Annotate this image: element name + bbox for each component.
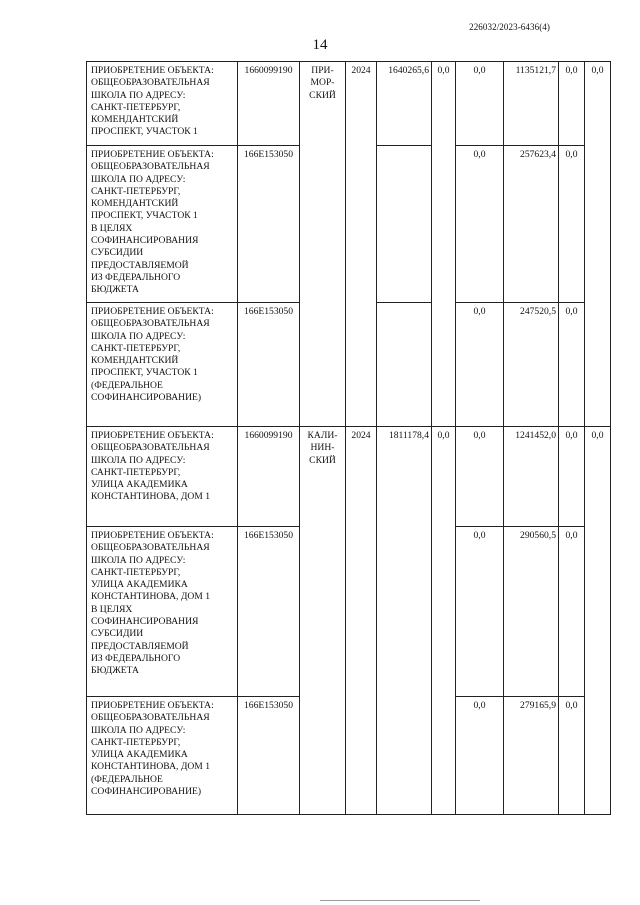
budget-table xyxy=(86,61,611,815)
amount-cell: 247520,5 xyxy=(504,303,559,427)
value-cell: 0,0 xyxy=(559,527,585,697)
table-row xyxy=(87,62,611,146)
footer-rule xyxy=(320,900,480,901)
district-cell: ПРИ- МОР- СКИЙ xyxy=(300,62,346,427)
budget-code-cell: 166Е153050 xyxy=(238,146,300,303)
value-cell: 0,0 xyxy=(456,62,504,146)
document-number: 226032/2023-6436(4) xyxy=(469,22,550,32)
year-cell: 2024 xyxy=(346,62,377,427)
object-name-cell: ПРИОБРЕТЕНИЕ ОБЪЕКТА: ОБЩЕОБРАЗОВАТЕЛЬНАЯ ШКОЛА ПО АДРЕСУ: САНКТ-ПЕТЕРБУРГ, УЛИЦА АКАДЕМИКА КОНСТАНТИНОВА, ДОМ 1 В ЦЕЛЯХ СОФИНАНСИРОВАНИЯ СУБСИДИИ ПРЕДОСТАВЛЯЕМОЙ ИЗ ФЕДЕРАЛЬНОГО БЮДЖЕТА xyxy=(87,527,238,697)
amount-cell: 279165,9 xyxy=(504,697,559,815)
budget-code-cell: 166Е153050 xyxy=(238,527,300,697)
value-cell: 0,0 xyxy=(559,62,585,146)
object-name-cell: ПРИОБРЕТЕНИЕ ОБЪЕКТА: ОБЩЕОБРАЗОВАТЕЛЬНАЯ ШКОЛА ПО АДРЕСУ: САНКТ-ПЕТЕРБУРГ, КОМЕНДАНТСКИЙ ПРОСПЕКТ, УЧАСТОК 1 (ФЕДЕРАЛЬНОЕ СОФИНАНСИРОВАНИЕ) xyxy=(87,303,238,427)
value-cell: 0,0 xyxy=(456,697,504,815)
value-cell: 0,0 xyxy=(585,62,611,427)
value-cell: 0,0 xyxy=(432,62,456,427)
amount-cell: 257623,4 xyxy=(504,146,559,303)
table-row xyxy=(87,427,611,527)
amount-cell: 1241452,0 xyxy=(504,427,559,527)
value-cell: 0,0 xyxy=(559,697,585,815)
value-cell: 0,0 xyxy=(559,146,585,303)
total-cell xyxy=(377,303,432,427)
amount-cell: 1135121,7 xyxy=(504,62,559,146)
year-cell: 2024 xyxy=(346,427,377,815)
value-cell: 0,0 xyxy=(559,427,585,527)
amount-cell: 290560,5 xyxy=(504,527,559,697)
total-cell: 1640265,6 xyxy=(377,62,432,146)
district-cell: КАЛИ- НИН- СКИЙ xyxy=(300,427,346,815)
value-cell: 0,0 xyxy=(559,303,585,427)
value-cell: 0,0 xyxy=(432,427,456,815)
object-name-cell: ПРИОБРЕТЕНИЕ ОБЪЕКТА: ОБЩЕОБРАЗОВАТЕЛЬНАЯ ШКОЛА ПО АДРЕСУ: САНКТ-ПЕТЕРБУРГ, УЛИЦА АКАДЕМИКА КОНСТАНТИНОВА, ДОМ 1 xyxy=(87,427,238,527)
value-cell: 0,0 xyxy=(456,427,504,527)
budget-code-cell: 1660099190 xyxy=(238,62,300,146)
object-name-cell: ПРИОБРЕТЕНИЕ ОБЪЕКТА: ОБЩЕОБРАЗОВАТЕЛЬНАЯ ШКОЛА ПО АДРЕСУ: САНКТ-ПЕТЕРБУРГ, УЛИЦА АКАДЕМИКА КОНСТАНТИНОВА, ДОМ 1 (ФЕДЕРАЛЬНОЕ СОФИНАНСИРОВАНИЕ) xyxy=(87,697,238,815)
page-number: 14 xyxy=(312,37,328,53)
object-name-cell: ПРИОБРЕТЕНИЕ ОБЪЕКТА: ОБЩЕОБРАЗОВАТЕЛЬНАЯ ШКОЛА ПО АДРЕСУ: САНКТ-ПЕТЕРБУРГ, КОМЕНДАНТСКИЙ ПРОСПЕКТ, УЧАСТОК 1 xyxy=(87,62,238,146)
budget-code-cell: 166Е153050 xyxy=(238,697,300,815)
budget-code-cell: 166Е153050 xyxy=(238,303,300,427)
value-cell: 0,0 xyxy=(456,303,504,427)
value-cell: 0,0 xyxy=(456,527,504,697)
value-cell: 0,0 xyxy=(585,427,611,815)
value-cell: 0,0 xyxy=(456,146,504,303)
object-name-cell: ПРИОБРЕТЕНИЕ ОБЪЕКТА: ОБЩЕОБРАЗОВАТЕЛЬНАЯ ШКОЛА ПО АДРЕСУ: САНКТ-ПЕТЕРБУРГ, КОМЕНДАНТСКИЙ ПРОСПЕКТ, УЧАСТОК 1 В ЦЕЛЯХ СОФИНАНСИРОВАНИЯ СУБСИДИИ ПРЕДОСТАВЛЯЕМОЙ ИЗ ФЕДЕРАЛЬНОГО БЮДЖЕТА xyxy=(87,146,238,303)
total-cell: 1811178,4 xyxy=(377,427,432,815)
budget-code-cell: 1660099190 xyxy=(238,427,300,527)
total-cell xyxy=(377,146,432,303)
